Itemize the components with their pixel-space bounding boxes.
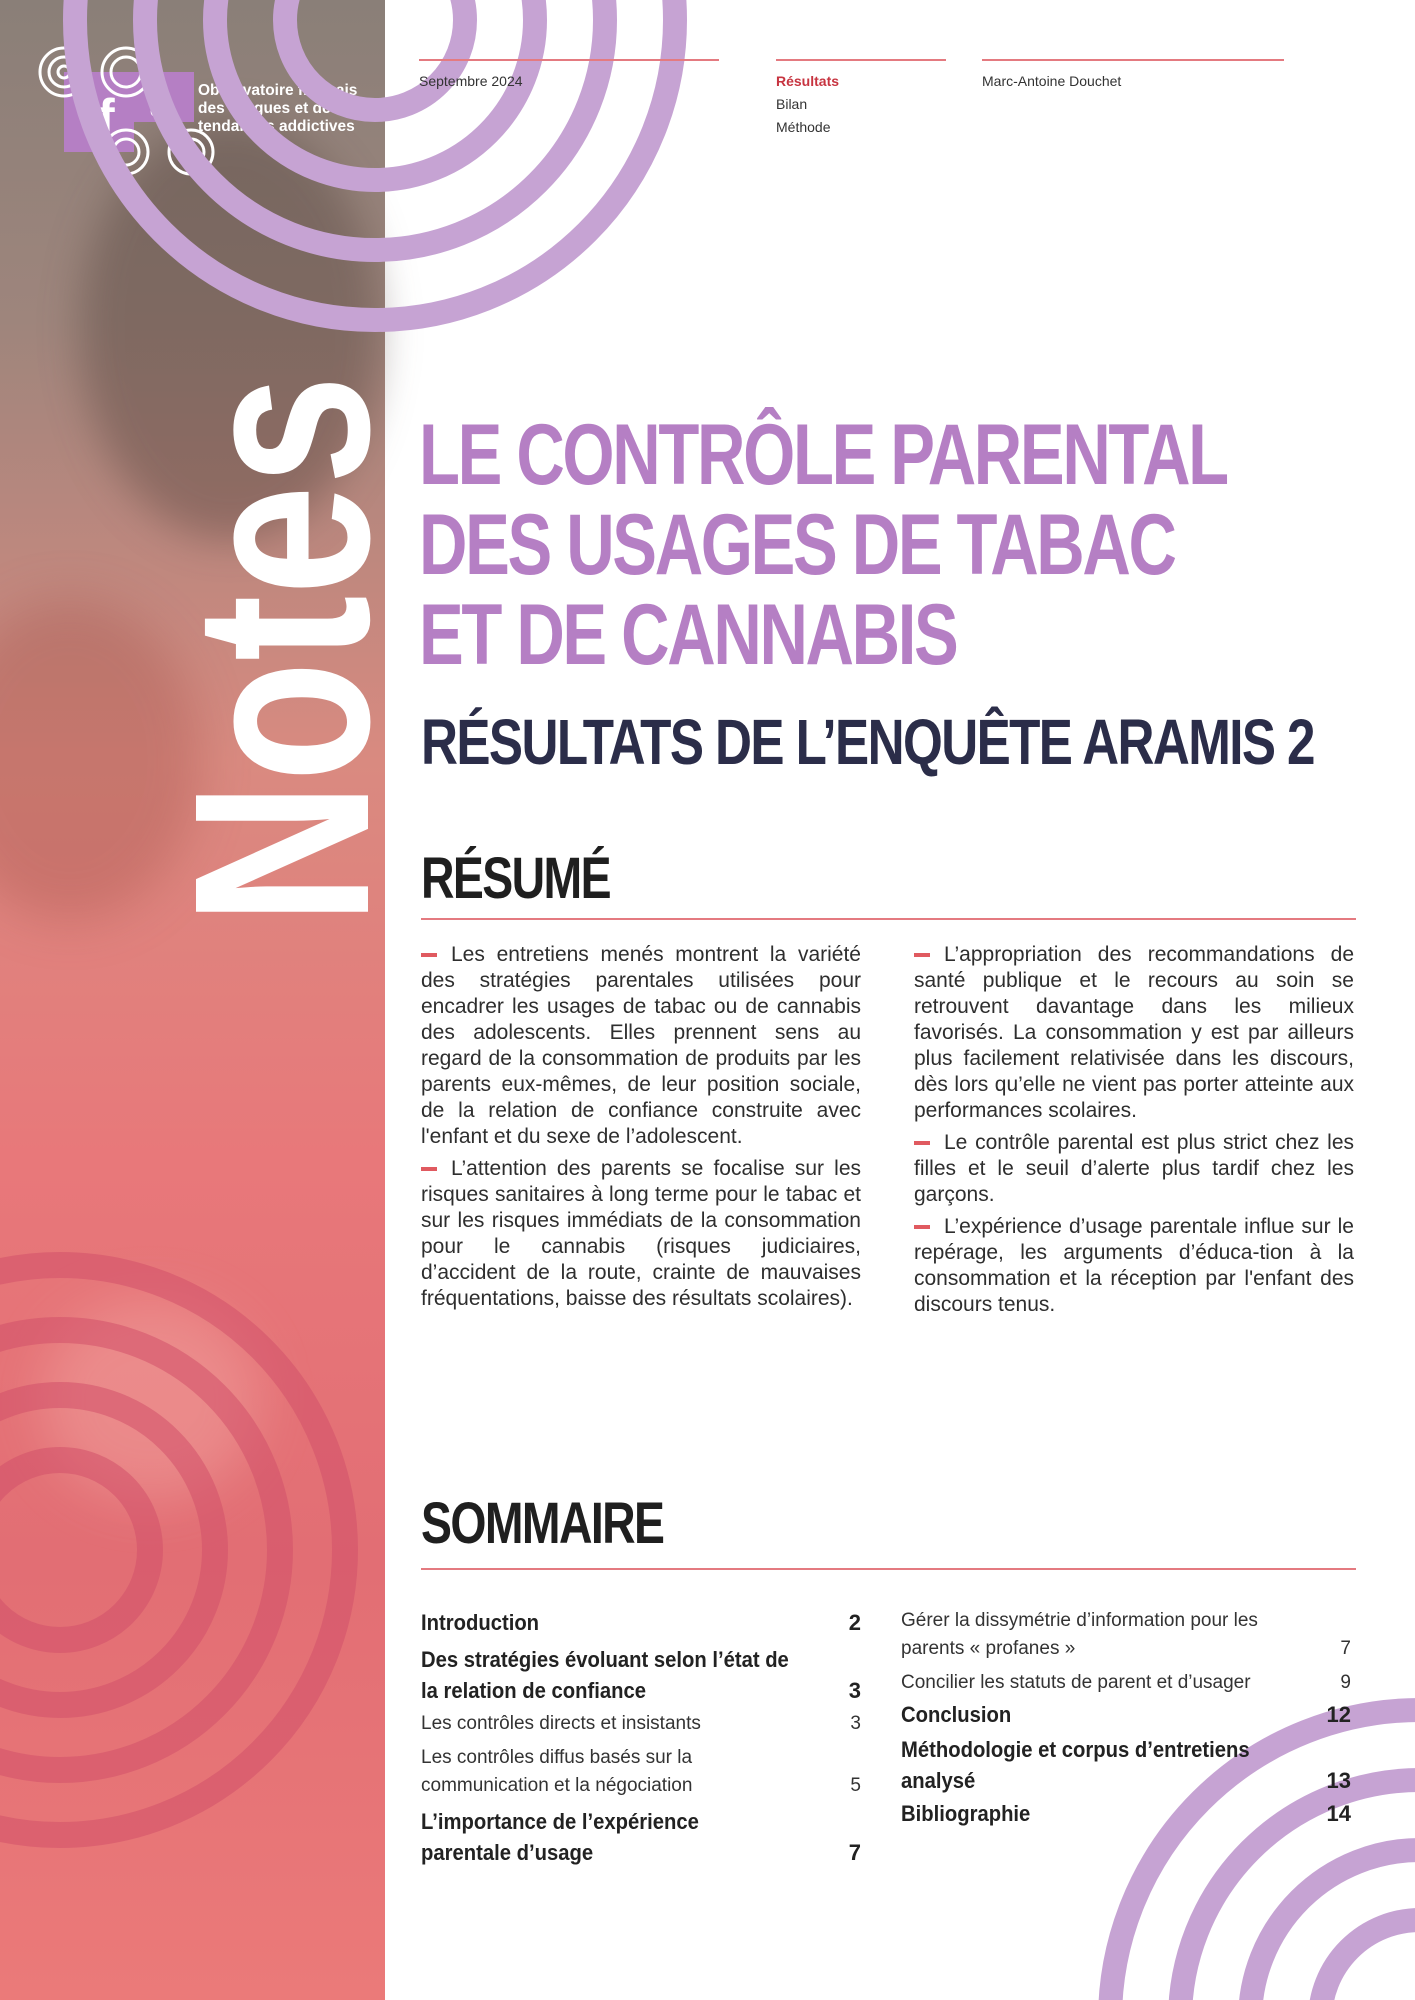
bullet-dash — [421, 1167, 437, 1171]
toc-entry[interactable]: Les contrôles directs et insistants 3 — [421, 1713, 861, 1734]
logo-line: tendances addictives — [198, 118, 355, 135]
logo-line: des drogues et des — [198, 100, 340, 117]
resume-paragraph: L’attention des parents se focalise sur les risques sanitaires à long terme pour le tabac et sur les risques immédiats de la consommation pour le cannabis (risques judiciaires, d’accident de la route, crainte de mauvaises fréquentations, baisse des résultats scolaires). — [421, 1157, 861, 1310]
toc-entry[interactable]: Concilier les statuts de parent et d’usager 9 — [901, 1672, 1351, 1693]
notes-word: Notes — [142, 230, 421, 925]
toc-entry[interactable]: Introduction 2 — [421, 1610, 861, 1635]
toc-entry[interactable]: Conclusion 12 — [901, 1702, 1351, 1727]
publication-date: Septembre 2024 — [419, 73, 523, 89]
toc-entry[interactable]: Bibliographie 14 — [901, 1801, 1351, 1826]
category-item: Méthode — [776, 119, 831, 135]
title-line: ET DE CANNABIS — [419, 587, 957, 683]
logo-line: Observatoire français — [198, 82, 358, 99]
bullet-dash — [421, 953, 437, 957]
resume-paragraph: L’expérience d’usage parentale influe sur le repérage, les arguments d’éduca-tion à la consommation et la réception par l'enfant des discours tenus. — [914, 1215, 1354, 1316]
toc-entry[interactable]: Des stratégies évoluant selon l’état de la relation de confiance 3 — [421, 1647, 861, 1703]
toc-entry[interactable]: Méthodologie et corpus d’entretiens analysé 13 — [901, 1737, 1351, 1793]
header-rule — [776, 59, 946, 61]
resume-paragraph: Les entretiens menés montrent la variété des stratégies parentales utilisées pour encadrer les usages de tabac ou de cannabis des adolescents. Elles prennent sens au regard de la consommation de produits par les parents eux-mêmes, de leur position sociale, de la relation de confiance construite avec l'enfant et du sexe de l’adolescent. — [421, 943, 861, 1148]
header-rule — [419, 59, 719, 61]
toc-left-column — [421, 1607, 861, 1868]
toc-right-column — [901, 1607, 1351, 1829]
header-rule — [982, 59, 1284, 61]
bullet-dash — [914, 953, 930, 957]
bullet-dash — [914, 1225, 930, 1229]
notes-vertical-title — [78, 230, 421, 930]
toc-entry[interactable]: Les contrôles diffus basés sur la communication et la négociation 5 — [421, 1747, 861, 1796]
toc-entry[interactable]: Gérer la dissymétrie d’information pour les parents « profanes » 7 — [901, 1610, 1351, 1659]
resume-paragraph: Le contrôle parental est plus strict chez les filles et le seuil d’alerte plus tardif chez les garçons. — [914, 1131, 1354, 1206]
sommaire-heading: SOMMAIRE — [421, 1491, 664, 1556]
resume-left-column — [421, 942, 861, 1318]
decorative-rings-top — [385, 0, 715, 360]
svg-text:f: f — [98, 89, 115, 145]
svg-text:t: t — [148, 86, 160, 124]
decorative-rings — [0, 1130, 385, 1830]
toc-entry[interactable]: L’importance de l’expérience parentale d’usage 7 — [421, 1809, 861, 1865]
category-list — [776, 70, 839, 139]
section-rule — [421, 918, 1356, 920]
section-rule — [421, 1568, 1356, 1570]
author: Marc-Antoine Douchet — [982, 73, 1122, 89]
subtitle: RÉSULTATS DE L’ENQUÊTE ARAMIS 2 — [421, 706, 1314, 778]
category-active: Résultats — [776, 73, 840, 89]
resume-heading: RÉSUMÉ — [421, 846, 610, 911]
title-line: DES USAGES DE TABAC — [419, 497, 1175, 593]
cover-photo-band — [0, 0, 421, 2000]
category-item: Bilan — [776, 96, 808, 112]
title-line: LE CONTRÔLE PARENTAL — [419, 407, 1227, 503]
bullet-dash — [914, 1141, 930, 1145]
resume-paragraph: L’appropriation des recommandations de santé publique et le recours au soin se retrouvent davantage dans les milieux favorisés. La consommation y est par ailleurs plus facilement relativisée dans les discours, dès lors qu’elle ne vient pas porter atteinte aux performances scolaires. — [914, 943, 1354, 1122]
resume-right-column — [914, 942, 1354, 1324]
